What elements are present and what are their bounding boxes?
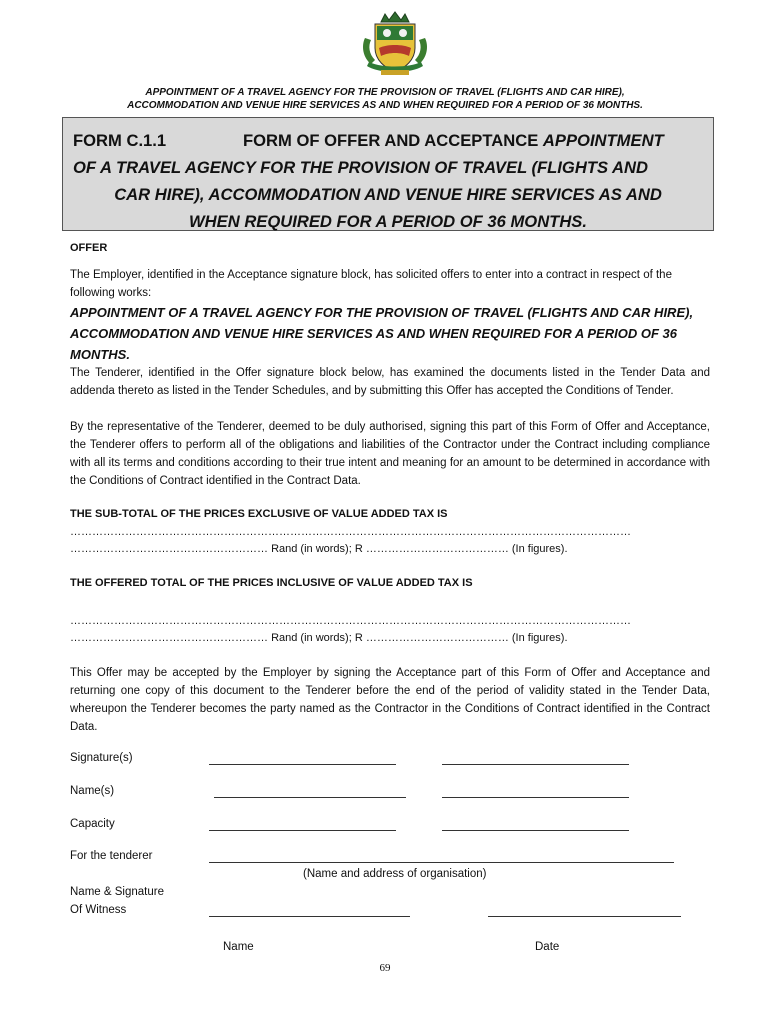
signatures-label: Signature(s) — [70, 752, 133, 764]
total-heading: THE OFFERED TOTAL OF THE PRICES INCLUSIVE OF VALUE ADDED TAX IS — [70, 577, 473, 589]
names-label: Name(s) — [70, 785, 115, 797]
offer-intro: The Employer, identified in the Acceptance signature block, has solicited offers to enter into a contract in respect of the following works: — [70, 269, 672, 299]
form-title-line-1 — [73, 127, 703, 154]
municipal-crest-logo — [359, 8, 431, 78]
subtotal-amount-row[interactable]: ……………………………………………… Rand (in words); R ………………………………… (In figures). — [70, 543, 568, 555]
total-amount-row[interactable]: ……………………………………………… Rand (in words); R ………………………………… (In figures). — [70, 632, 568, 644]
form-title-box — [62, 117, 714, 231]
name-field-1[interactable] — [214, 797, 406, 798]
organisation-caption: (Name and address of organisation) — [303, 868, 487, 880]
name-field-2[interactable] — [442, 797, 629, 798]
form-title-line-2: OF A TRAVEL AGENCY FOR THE PROVISION OF TRAVEL (FLIGHTS AND — [73, 158, 648, 177]
works-description: APPOINTMENT OF A TRAVEL AGENCY FOR THE PROVISION OF TRAVEL (FLIGHTS AND CAR HIRE), ACCOMMODATION AND VENUE HIRE SERVICES AS AND WHEN REQUIRED FOR A PERIOD OF 36 MONTHS. — [70, 305, 694, 362]
subtotal-words-label: Rand (in words); R — [271, 543, 363, 555]
form-title-italic: APPOINTMENT — [542, 131, 664, 150]
document-header — [70, 86, 700, 112]
header-line-2: ACCOMMODATION AND VENUE HIRE SERVICES AS AND WHEN REQUIRED FOR A PERIOD OF 36 MONTHS. — [127, 100, 643, 111]
subtotal-dotted-line[interactable]: ……………………………………………………………………………………………………………………………………… — [70, 526, 631, 538]
signature-field-1[interactable] — [209, 764, 396, 765]
form-title-line-4: WHEN REQUIRED FOR A PERIOD OF 36 MONTHS. — [189, 212, 587, 231]
page-number: 69 — [379, 962, 391, 974]
witness-label-line-1: Name & Signature — [70, 886, 164, 898]
subtotal-figures-label: (In figures). — [511, 543, 568, 555]
witness-label-line-2: Of Witness — [70, 904, 127, 916]
total-words-label: Rand (in words); R — [271, 632, 363, 644]
capacity-label: Capacity — [70, 818, 115, 830]
acceptance-paragraph: This Offer may be accepted by the Employer by signing the Acceptance part of this Form of Offer and Acceptance and returning one copy of this document to the Tenderer before the end of the period of validity stated in the Tender Data, whereupon the Tenderer becomes the party named as the Contractor in the Conditions of Contract identified in the Contract Data. — [70, 667, 710, 733]
form-title: FORM OF OFFER AND ACCEPTANCE — [243, 131, 539, 150]
offer-paragraph-1: The Tenderer, identified in the Offer signature block below, has examined the documents listed in the Tender Data and addenda thereto as listed in the Tender Schedules, and by submitting this Offer has accepted the Conditions of Tender. — [70, 367, 710, 397]
form-code: FORM C.1.1 — [73, 131, 167, 150]
form-title-line-3: CAR HIRE), ACCOMMODATION AND VENUE HIRE SERVICES AS AND — [114, 185, 662, 204]
total-figures-label: (In figures). — [511, 632, 568, 644]
header-line-1: APPOINTMENT OF A TRAVEL AGENCY FOR THE PROVISION OF TRAVEL (FLIGHTS AND CAR HIRE), — [145, 87, 625, 98]
witness-date-caption: Date — [535, 941, 560, 953]
total-dotted-line[interactable]: ……………………………………………………………………………………………………………………………………… — [70, 615, 631, 627]
witness-name-field[interactable] — [209, 916, 410, 917]
capacity-field-2[interactable] — [442, 830, 629, 831]
subtotal-heading: THE SUB-TOTAL OF THE PRICES EXCLUSIVE OF VALUE ADDED TAX IS — [70, 508, 448, 520]
tenderer-label: For the tenderer — [70, 850, 153, 862]
offer-paragraph-2: By the representative of the Tenderer, deemed to be duly authorised, signing this part of this Form of Offer and Acceptance, the Tenderer offers to perform all of the obligations and liabilities of the Contractor under the Contract including compliance with all its terms and conditions according to their true intent and meaning for an amount to be determined in accordance with the Conditions of Contract identified in the Contract Data. — [70, 421, 710, 487]
offer-heading: OFFER — [70, 242, 108, 254]
witness-name-caption: Name — [223, 941, 254, 953]
organisation-field[interactable] — [209, 862, 674, 863]
capacity-field-1[interactable] — [209, 830, 396, 831]
signature-field-2[interactable] — [442, 764, 629, 765]
witness-date-field[interactable] — [488, 916, 681, 917]
